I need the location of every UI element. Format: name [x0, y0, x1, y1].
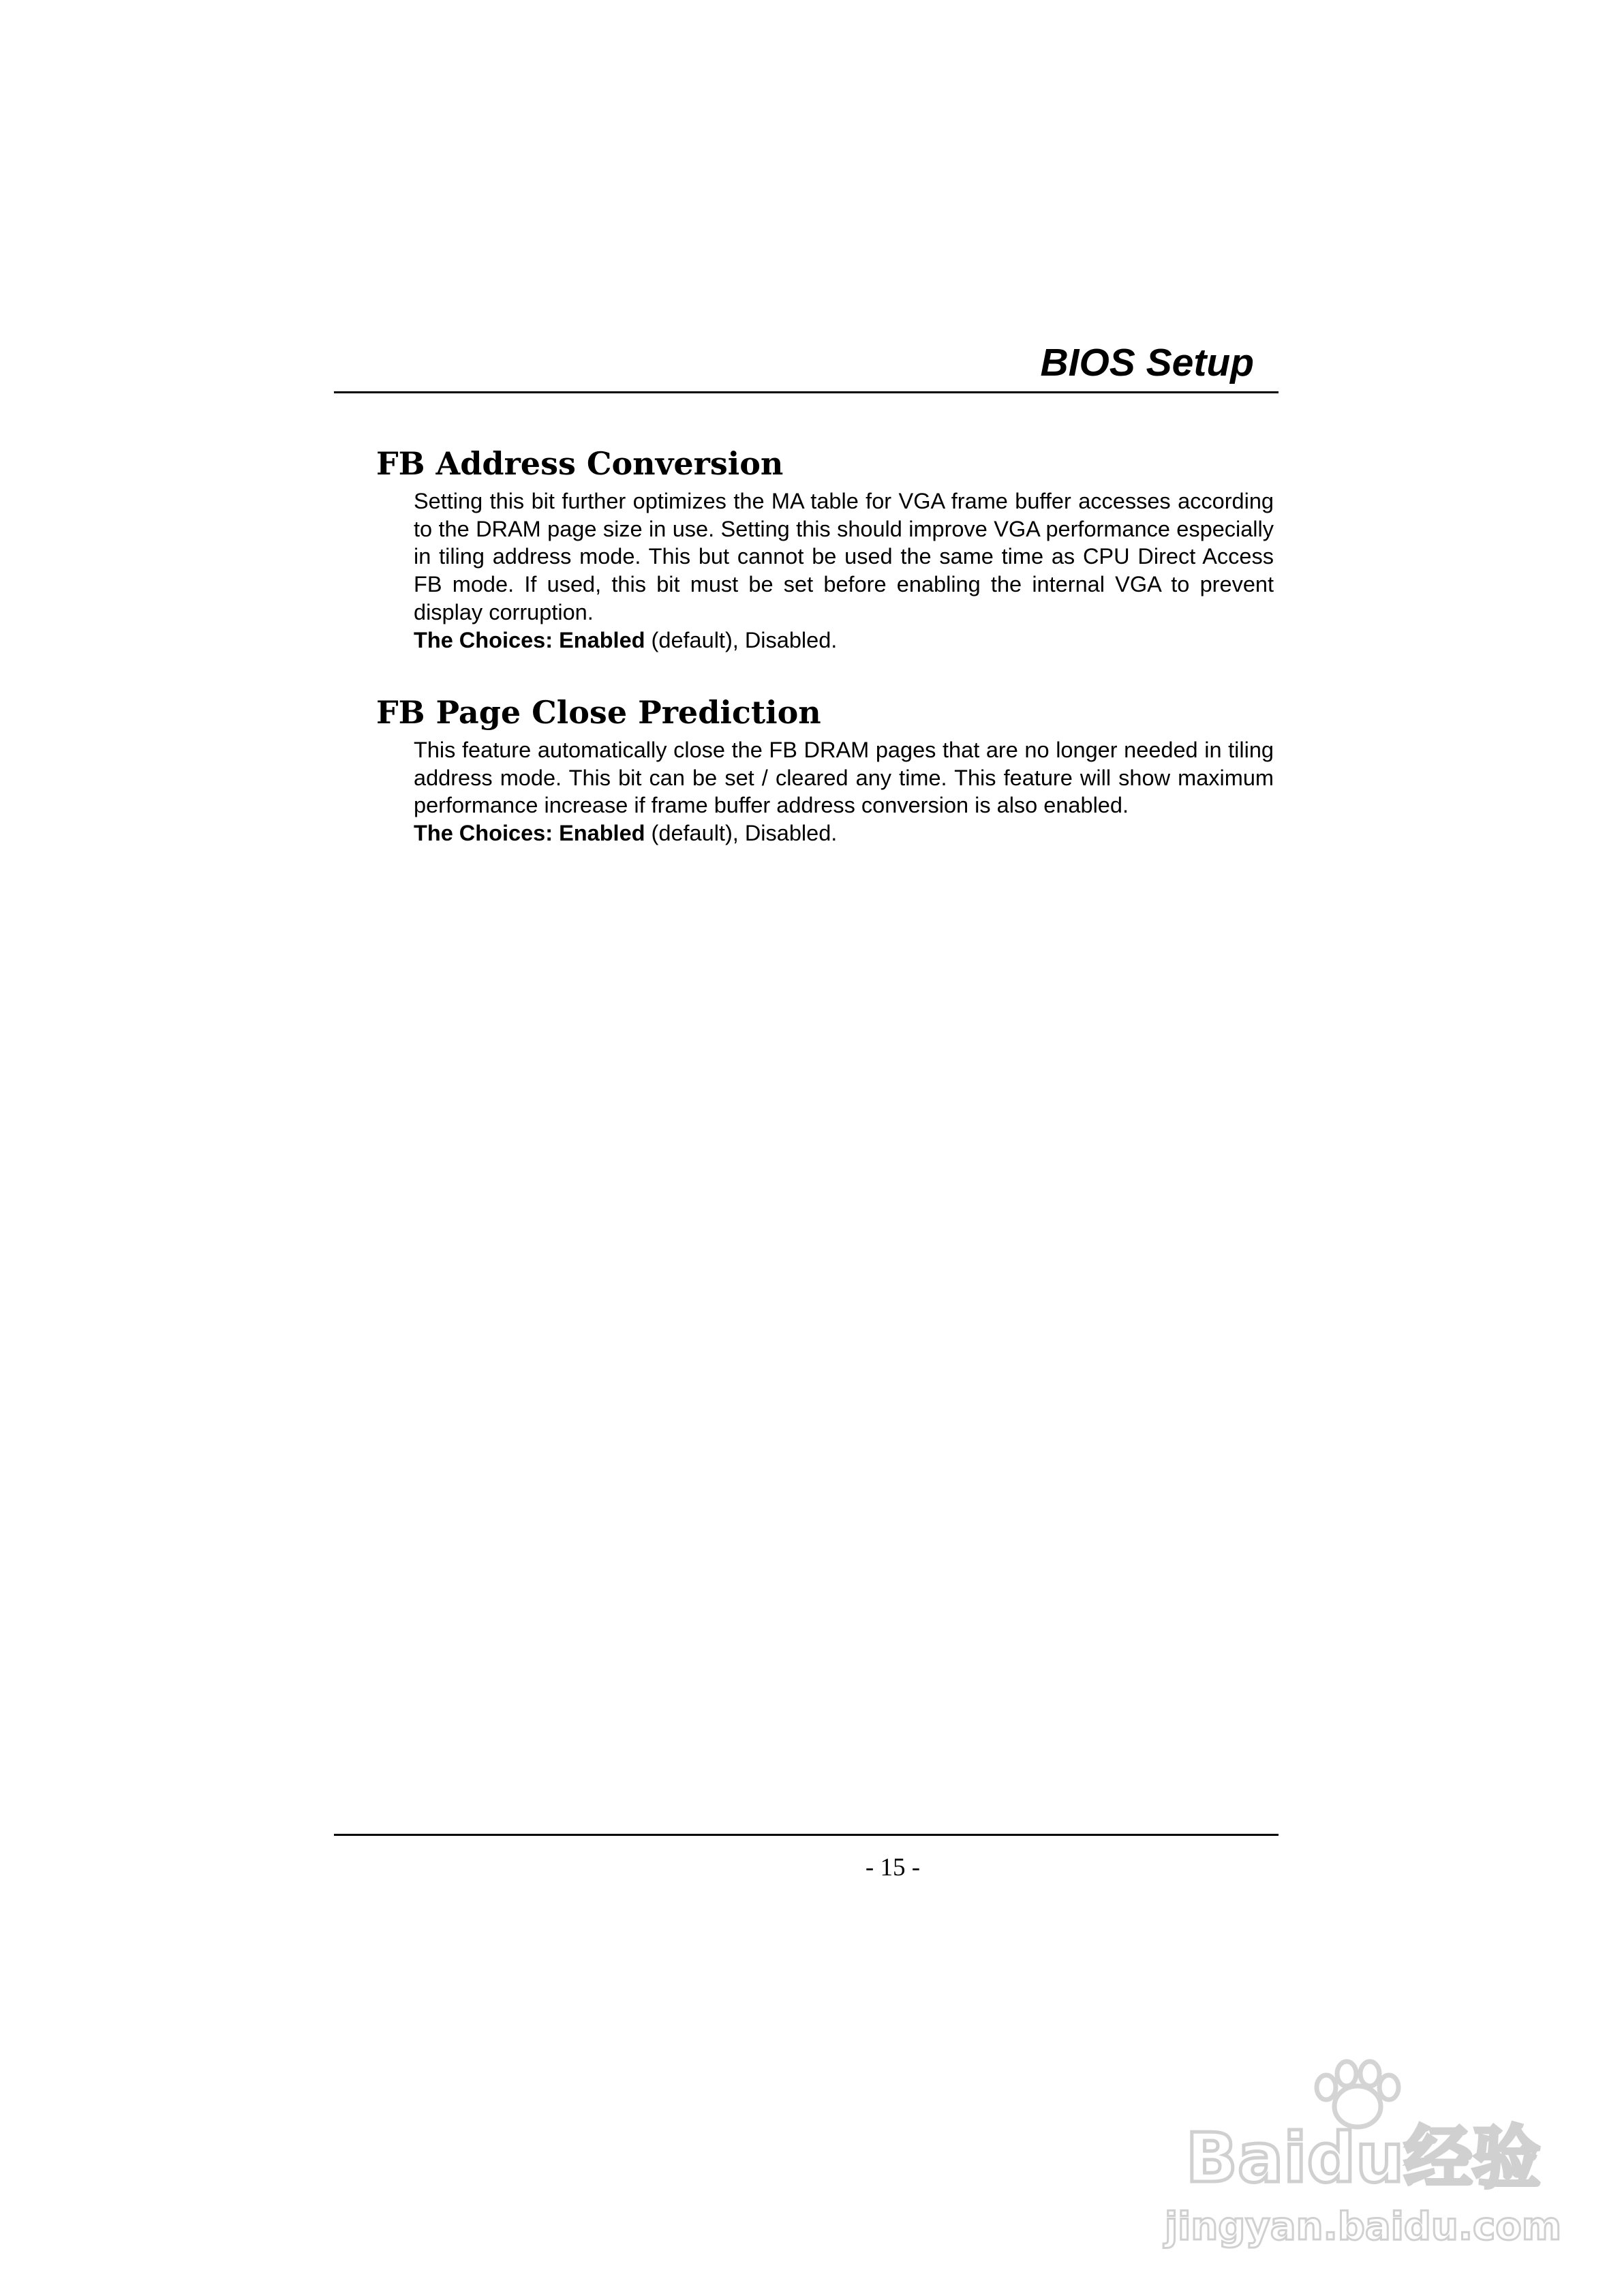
- watermark-brand: Baidu经验: [1185, 2118, 1541, 2198]
- footer-rule: [334, 1834, 1279, 1836]
- choices-default: Enabled: [559, 821, 645, 846]
- section-fb-page-close-prediction: [376, 689, 1276, 847]
- baidu-watermark: [1159, 2059, 1567, 2263]
- section-choices: [414, 819, 1274, 847]
- choices-label: The Choices:: [414, 821, 553, 846]
- paw-icon: [1317, 2061, 1398, 2127]
- section-choices: [414, 626, 1274, 654]
- section-heading: FB Address Conversion: [376, 445, 784, 482]
- page-header-title: BIOS Setup: [1040, 341, 1254, 384]
- choices-rest: (default), Disabled.: [645, 627, 838, 652]
- section-fb-address-conversion: [376, 440, 1276, 654]
- page-number: - 15 -: [865, 1854, 921, 1882]
- watermark-url: jingyan.baidu.com: [1164, 2205, 1562, 2249]
- header-rule: [334, 391, 1279, 393]
- section-heading: FB Page Close Prediction: [376, 694, 821, 731]
- section-body: This feature automatically close the FB DRAM pages that are no longer needed in tiling address mode. This bit can be set / cleared any time. This feature will show maximum performance increase if frame buffer address conversion is also enabled.: [414, 738, 1274, 818]
- choices-default: Enabled: [559, 627, 645, 652]
- choices-label: The Choices:: [414, 627, 553, 652]
- choices-rest: (default), Disabled.: [645, 821, 838, 846]
- section-body: Setting this bit further optimizes the MA table for VGA frame buffer accesses according to the DRAM page size in use. Setting this should improve VGA performance especially in tiling address mode. This but cannot be used the same time as CPU Direct Access FB mode. If used, this bit must be set before enabling the internal VGA to prevent display corruption.: [414, 489, 1274, 624]
